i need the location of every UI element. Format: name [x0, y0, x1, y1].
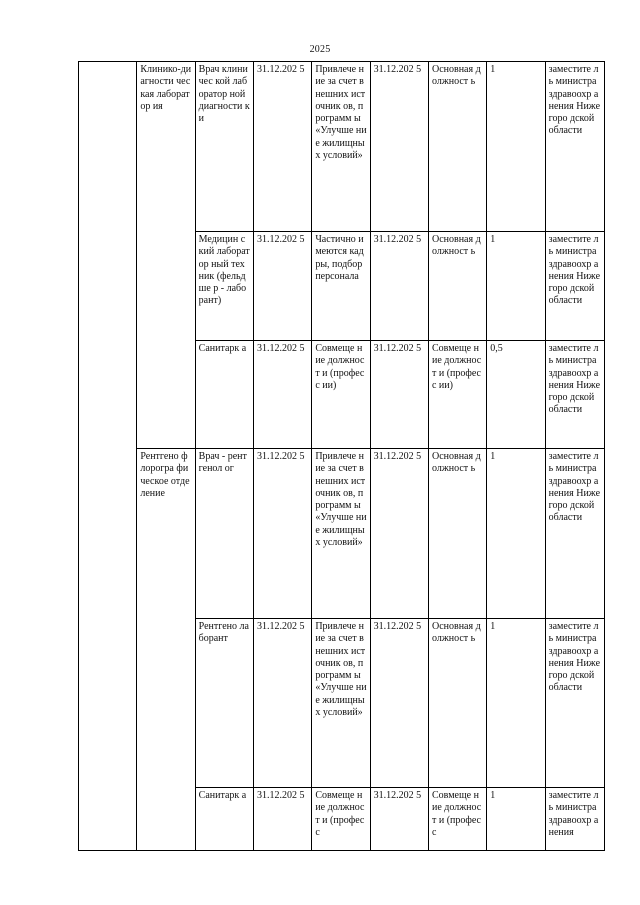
table-row [79, 449, 605, 619]
position-cell: Санитарк а [195, 341, 253, 449]
rate-cell: 1 [487, 232, 545, 341]
responsible-cell: заместите ль министра здравоохр анения Нижегоро дской области [545, 619, 604, 788]
measure-cell: Привлече ние за счет внешних источник ов, программ ы «Улучше ние жилищны х условий» [312, 619, 370, 788]
responsible-cell: заместите ль министра здравоохр анения [545, 788, 604, 851]
measure-cell: Привлече ние за счет внешних источник ов, программ ы «Улучше ние жилищны х условий» [312, 62, 370, 232]
department-cell: Рентгено флорогра фическое отделение [137, 449, 195, 851]
position-cell: Врач клиничес кой лаборатор ной диагности ки [195, 62, 253, 232]
rate-cell: 0,5 [487, 341, 545, 449]
date-cell: 31.12.202 5 [253, 788, 311, 851]
measure-cell: Привлече ние за счет внешних источник ов, программ ы «Улучше ние жилищны х условий» [312, 449, 370, 619]
position-cell: Санитарк а [195, 788, 253, 851]
date-cell: 31.12.202 5 [370, 619, 428, 788]
date-cell: 31.12.202 5 [370, 341, 428, 449]
date-cell: 31.12.202 5 [253, 449, 311, 619]
department-cell: Клинико-диагности ческая лаборатор ия [137, 62, 195, 449]
responsible-cell: заместите ль министра здравоохр анения Нижегоро дской области [545, 232, 604, 341]
staffing-plan-table [78, 61, 605, 851]
measure-cell: Совмеще ние должност и (професс [312, 788, 370, 851]
position-cell: Медицин ский лаборатор ный техник (фельдше р - лаборант) [195, 232, 253, 341]
date-cell: 31.12.202 5 [253, 232, 311, 341]
date-cell: 31.12.202 5 [253, 619, 311, 788]
rate-cell: 1 [487, 619, 545, 788]
position-cell: Врач - рентгенол ог [195, 449, 253, 619]
date-cell: 31.12.202 5 [370, 62, 428, 232]
page-year-header: 2025 [309, 44, 331, 55]
table-row [79, 62, 605, 232]
blank-first-column-cell [79, 62, 137, 851]
responsible-cell: заместите ль министра здравоохр анения Нижегоро дской области [545, 449, 604, 619]
date-cell: 31.12.202 5 [370, 788, 428, 851]
measure-cell: Совмеще ние должност и (професс ии) [312, 341, 370, 449]
position-type-cell: Основная должност ь [428, 62, 486, 232]
rate-cell: 1 [487, 62, 545, 232]
position-type-cell: Совмеще ние должност и (професс ии) [428, 341, 486, 449]
position-type-cell: Основная должност ь [428, 619, 486, 788]
date-cell: 31.12.202 5 [253, 341, 311, 449]
rate-cell: 1 [487, 449, 545, 619]
date-cell: 31.12.202 5 [253, 62, 311, 232]
responsible-cell: заместите ль министра здравоохр анения Нижегоро дской области [545, 341, 604, 449]
date-cell: 31.12.202 5 [370, 232, 428, 341]
position-cell: Рентгено лаборант [195, 619, 253, 788]
rate-cell: 1 [487, 788, 545, 851]
position-type-cell: Основная должност ь [428, 449, 486, 619]
position-type-cell: Основная должност ь [428, 232, 486, 341]
date-cell: 31.12.202 5 [370, 449, 428, 619]
responsible-cell: заместите ль министра здравоохр анения Нижегоро дской области [545, 62, 604, 232]
measure-cell: Частично имеются кадры, подбор персонала [312, 232, 370, 341]
position-type-cell: Совмеще ние должност и (професс [428, 788, 486, 851]
